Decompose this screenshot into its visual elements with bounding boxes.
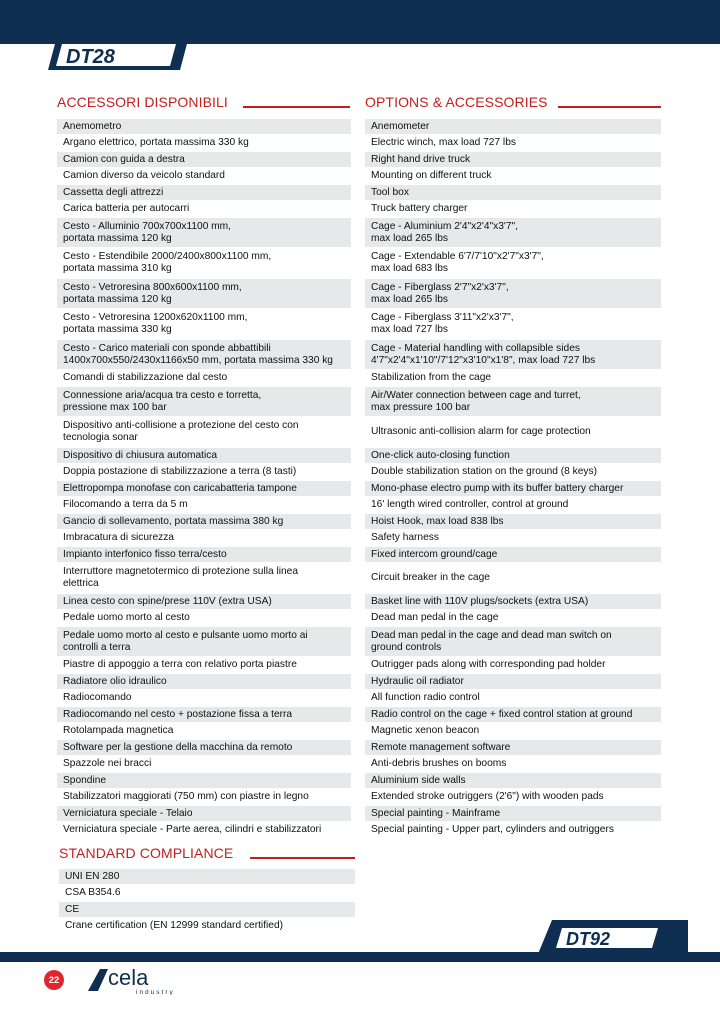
accessori-item-text: Pedale uomo morto al cesto bbox=[63, 612, 190, 623]
options-item-row bbox=[365, 773, 661, 788]
options-item-row bbox=[365, 594, 661, 609]
accessori-item-row bbox=[57, 740, 351, 755]
page-number: 22 bbox=[44, 970, 64, 990]
options-title-line bbox=[558, 106, 661, 108]
options-item-row bbox=[365, 691, 661, 706]
options-item-row bbox=[365, 674, 661, 689]
options-item-text: Dead man pedal in the cage bbox=[371, 612, 499, 623]
options-item-text: Air/Water connection between cage and turret, max pressure 100 bar bbox=[371, 389, 581, 413]
options-item-text: Safety harness bbox=[371, 532, 439, 543]
options-item-text: Cage - Aluminium 2'4"x2'4"x3'7", max load 265 lbs bbox=[371, 220, 518, 244]
accessori-item-text: Piastre di appoggio a terra con relativo porta piastre bbox=[63, 659, 297, 670]
accessori-item-text: Doppia postazione di stabilizzazione a terra (8 tasti) bbox=[63, 466, 297, 477]
accessori-item-row bbox=[57, 136, 351, 151]
accessori-item-text: Cesto - Alluminio 700x700x1100 mm, portata massima 120 kg bbox=[63, 220, 231, 244]
accessori-item-row bbox=[57, 823, 351, 838]
options-item-text: Double stabilization station on the ground (8 keys) bbox=[371, 466, 597, 477]
options-item-text: Remote management software bbox=[371, 741, 511, 753]
options-item-text: Cage - Fiberglass 3'11"x2'x3'7", max load 727 lbs bbox=[371, 312, 514, 335]
accessori-item-text: Radiatore olio idraulico bbox=[63, 675, 167, 687]
accessori-title-line bbox=[243, 106, 350, 108]
accessori-item-text: Comandi di stabilizzazione dal cesto bbox=[63, 372, 228, 383]
accessori-item-row bbox=[57, 340, 351, 369]
accessori-item-text: Radiocomando bbox=[63, 692, 132, 703]
options-item-text: Stabilization from the cage bbox=[371, 372, 492, 383]
accessori-item-row bbox=[57, 707, 351, 722]
options-item-text: Aluminium side walls bbox=[371, 774, 466, 786]
accessori-item-row bbox=[57, 465, 351, 480]
accessori-item-text: Pedale uomo morto al cesto e pulsante uomo morto ai controlli a terra bbox=[63, 629, 308, 653]
accessori-item-text: Cesto - Vetroresina 1200x620x1100 mm, portata massima 330 kg bbox=[63, 312, 248, 335]
options-item-text: Truck battery charger bbox=[371, 203, 468, 214]
options-item-row bbox=[365, 481, 661, 496]
options-item-text: Radio control on the cage + fixed control station at ground bbox=[371, 708, 633, 720]
options-item-text: Cage - Extendable 6'7/7'10"x2'7"x3'7", max load 683 lbs bbox=[371, 251, 544, 274]
brand-logo bbox=[86, 965, 216, 995]
accessori-list bbox=[57, 119, 351, 839]
accessori-item-text: Dispositivo di chiusura automatica bbox=[63, 449, 218, 461]
compliance-item-text: CE bbox=[65, 903, 80, 915]
options-item-row bbox=[365, 185, 661, 200]
compliance-item-row bbox=[59, 886, 355, 901]
accessori-item-row bbox=[57, 790, 351, 805]
accessori-item-text: Connessione aria/acqua tra cesto e torretta, pressione max 100 bar bbox=[63, 389, 262, 413]
compliance-item-row bbox=[59, 869, 355, 884]
brand-logo-subtext: industry bbox=[136, 989, 175, 995]
options-title: OPTIONS & ACCESSORIES bbox=[365, 94, 548, 110]
options-item-row bbox=[365, 152, 661, 167]
accessori-item-text: Camion diverso da veicolo standard bbox=[63, 170, 225, 181]
footer-band bbox=[0, 952, 720, 962]
accessori-item-text: Camion con guida a destra bbox=[63, 153, 185, 165]
options-item-text: All function radio control bbox=[371, 692, 480, 703]
options-item-row bbox=[365, 136, 661, 151]
top-header-bar bbox=[0, 0, 720, 44]
accessori-item-text: Cesto - Estendibile 2000/2400x800x1100 mm, portata massima 310 kg bbox=[63, 251, 272, 274]
options-item-row bbox=[365, 387, 661, 416]
options-item-text: Special painting - Mainframe bbox=[371, 807, 501, 819]
options-item-row bbox=[365, 340, 661, 369]
accessori-item-row bbox=[57, 481, 351, 496]
model-badge-bottom bbox=[538, 920, 688, 954]
compliance-title-line bbox=[250, 857, 355, 859]
options-item-text: Anemometer bbox=[371, 120, 430, 132]
accessori-item-row bbox=[57, 514, 351, 529]
options-item-text: Anti-debris brushes on booms bbox=[371, 758, 507, 769]
accessori-item-text: Spazzole nei bracci bbox=[63, 758, 152, 769]
accessori-title: ACCESSORI DISPONIBILI bbox=[57, 94, 228, 110]
options-item-text: Extended stroke outriggers (2'6") with wooden pads bbox=[371, 791, 604, 802]
accessori-item-row bbox=[57, 773, 351, 788]
options-item-row bbox=[365, 757, 661, 772]
accessori-item-row bbox=[57, 119, 351, 134]
accessori-item-text: Carica batteria per autocarri bbox=[63, 203, 190, 214]
options-item-text: Special painting - Upper part, cylinders and outriggers bbox=[371, 824, 614, 835]
accessori-item-row bbox=[57, 185, 351, 200]
options-item-row bbox=[365, 218, 661, 247]
accessori-item-text: Cassetta degli attrezzi bbox=[63, 186, 164, 198]
accessori-item-row bbox=[57, 218, 351, 247]
options-item-text: 16' length wired controller, control at ground bbox=[371, 499, 569, 510]
accessori-item-row bbox=[57, 691, 351, 706]
compliance-list bbox=[59, 869, 355, 935]
accessori-item-text: Software per la gestione della macchina da remoto bbox=[63, 741, 293, 753]
accessori-item-text: Elettropompa monofase con caricabatteria tampone bbox=[63, 482, 297, 494]
accessori-item-text: Cesto - Vetroresina 800x600x1100 mm, portata massima 120 kg bbox=[63, 281, 242, 305]
options-item-row bbox=[365, 448, 661, 463]
options-item-row bbox=[365, 658, 661, 673]
accessori-item-row bbox=[57, 547, 351, 562]
accessori-item-row bbox=[57, 611, 351, 626]
options-item-row bbox=[365, 627, 661, 656]
options-item-row bbox=[365, 498, 661, 513]
model-badge-top bbox=[48, 40, 188, 70]
options-item-row bbox=[365, 119, 661, 134]
accessori-item-row bbox=[57, 674, 351, 689]
accessori-item-row bbox=[57, 806, 351, 821]
options-item-row bbox=[365, 418, 661, 447]
options-item-row bbox=[365, 724, 661, 739]
options-item-row bbox=[365, 707, 661, 722]
accessori-item-row bbox=[57, 202, 351, 217]
accessori-item-text: Linea cesto con spine/prese 110V (extra USA) bbox=[63, 595, 272, 607]
accessori-item-text: Stabilizzatori maggiorati (750 mm) con piastre in legno bbox=[63, 791, 309, 802]
compliance-item-row bbox=[59, 902, 355, 917]
options-item-text: Tool box bbox=[371, 186, 409, 198]
options-item-row bbox=[365, 823, 661, 838]
accessori-item-row bbox=[57, 757, 351, 772]
accessori-item-row bbox=[57, 724, 351, 739]
options-item-row bbox=[365, 279, 661, 308]
options-item-row bbox=[365, 740, 661, 755]
accessori-item-text: Filocomando a terra da 5 m bbox=[63, 499, 188, 510]
compliance-title: STANDARD COMPLIANCE bbox=[59, 845, 234, 861]
compliance-item-text: Crane certification (EN 12999 standard certified) bbox=[65, 920, 284, 931]
options-item-row bbox=[365, 310, 661, 339]
options-item-row bbox=[365, 547, 661, 562]
options-item-text: Dead man pedal in the cage and dead man switch on ground controls bbox=[371, 629, 612, 653]
options-item-row bbox=[365, 249, 661, 278]
model-badge-top-text: DT28 bbox=[66, 46, 115, 68]
accessori-item-text: Rotolampada magnetica bbox=[63, 725, 174, 736]
accessori-item-row bbox=[57, 531, 351, 546]
options-item-text: Magnetic xenon beacon bbox=[371, 725, 480, 736]
accessori-item-row bbox=[57, 249, 351, 278]
accessori-item-text: Argano elettrico, portata massima 330 kg bbox=[63, 137, 249, 148]
options-item-text: Electric winch, max load 727 lbs bbox=[371, 137, 516, 148]
options-list bbox=[365, 119, 661, 839]
options-item-text: Ultrasonic anti-collision alarm for cage protection bbox=[371, 426, 591, 437]
accessori-item-text: Impianto interfonico fisso terra/cesto bbox=[63, 548, 227, 560]
options-item-row bbox=[365, 465, 661, 480]
options-item-row bbox=[365, 371, 661, 386]
accessori-item-text: Imbracatura di sicurezza bbox=[63, 532, 174, 543]
accessori-item-text: Radiocomando nel cesto + postazione fissa a terra bbox=[63, 708, 293, 720]
accessori-item-text: Cesto - Carico materiali con sponde abbattibili 1400x700x550/2430x1166x50 mm, portata massima 330 kg bbox=[63, 342, 333, 366]
accessori-item-row bbox=[57, 448, 351, 463]
compliance-item-text: UNI EN 280 bbox=[65, 870, 120, 882]
accessori-item-text: Gancio di sollevamento, portata massima 380 kg bbox=[63, 515, 284, 527]
accessori-item-text: Dispositivo anti-collisione a protezione del cesto con tecnologia sonar bbox=[63, 420, 299, 443]
options-item-text: Circuit breaker in the cage bbox=[371, 572, 490, 583]
options-item-row bbox=[365, 564, 661, 593]
accessori-item-text: Anemometro bbox=[63, 120, 122, 132]
accessori-item-row bbox=[57, 152, 351, 167]
accessori-item-row bbox=[57, 594, 351, 609]
options-item-row bbox=[365, 611, 661, 626]
options-item-row bbox=[365, 790, 661, 805]
accessori-item-row bbox=[57, 658, 351, 673]
accessori-item-text: Interruttore magnetotermico di protezione sulla linea elettrica bbox=[63, 566, 299, 589]
compliance-item-row bbox=[59, 919, 355, 934]
accessori-item-row bbox=[57, 387, 351, 416]
brand-logo-text: cela bbox=[108, 965, 149, 990]
options-item-text: Cage - Fiberglass 2'7"x2'x3'7", max load 265 lbs bbox=[371, 281, 509, 305]
options-item-text: Outrigger pads along with corresponding pad holder bbox=[371, 659, 606, 670]
options-item-text: Basket line with 110V plugs/sockets (extra USA) bbox=[371, 595, 589, 607]
options-item-text: Hoist Hook, max load 838 lbs bbox=[371, 515, 504, 527]
options-item-row bbox=[365, 169, 661, 184]
accessori-item-row bbox=[57, 279, 351, 308]
accessori-item-text: Spondine bbox=[63, 774, 107, 786]
options-item-text: Hydraulic oil radiator bbox=[371, 675, 464, 687]
options-item-text: Mono-phase electro pump with its buffer battery charger bbox=[371, 482, 624, 494]
options-item-text: One-click auto-closing function bbox=[371, 449, 510, 461]
options-item-text: Cage - Material handling with collapsible sides 4'7"x2'4"x1'10"/7'12"x3'10"x1'8", max load 727 lbs bbox=[371, 342, 596, 366]
accessori-item-row bbox=[57, 498, 351, 513]
options-item-text: Fixed intercom ground/cage bbox=[371, 548, 498, 560]
options-item-text: Right hand drive truck bbox=[371, 153, 471, 165]
accessori-item-row bbox=[57, 418, 351, 447]
model-badge-bottom-text: DT92 bbox=[566, 929, 611, 949]
accessori-item-row bbox=[57, 564, 351, 593]
accessori-item-row bbox=[57, 627, 351, 656]
accessori-item-row bbox=[57, 371, 351, 386]
options-item-row bbox=[365, 531, 661, 546]
compliance-item-text: CSA B354.6 bbox=[65, 887, 121, 898]
options-item-row bbox=[365, 202, 661, 217]
options-item-row bbox=[365, 514, 661, 529]
options-item-row bbox=[365, 806, 661, 821]
accessori-item-row bbox=[57, 169, 351, 184]
accessori-item-text: Verniciatura speciale - Parte aerea, cilindri e stabilizzatori bbox=[63, 824, 322, 835]
options-item-text: Mounting on different truck bbox=[371, 170, 492, 181]
accessori-item-row bbox=[57, 310, 351, 339]
accessori-item-text: Verniciatura speciale - Telaio bbox=[63, 807, 193, 819]
